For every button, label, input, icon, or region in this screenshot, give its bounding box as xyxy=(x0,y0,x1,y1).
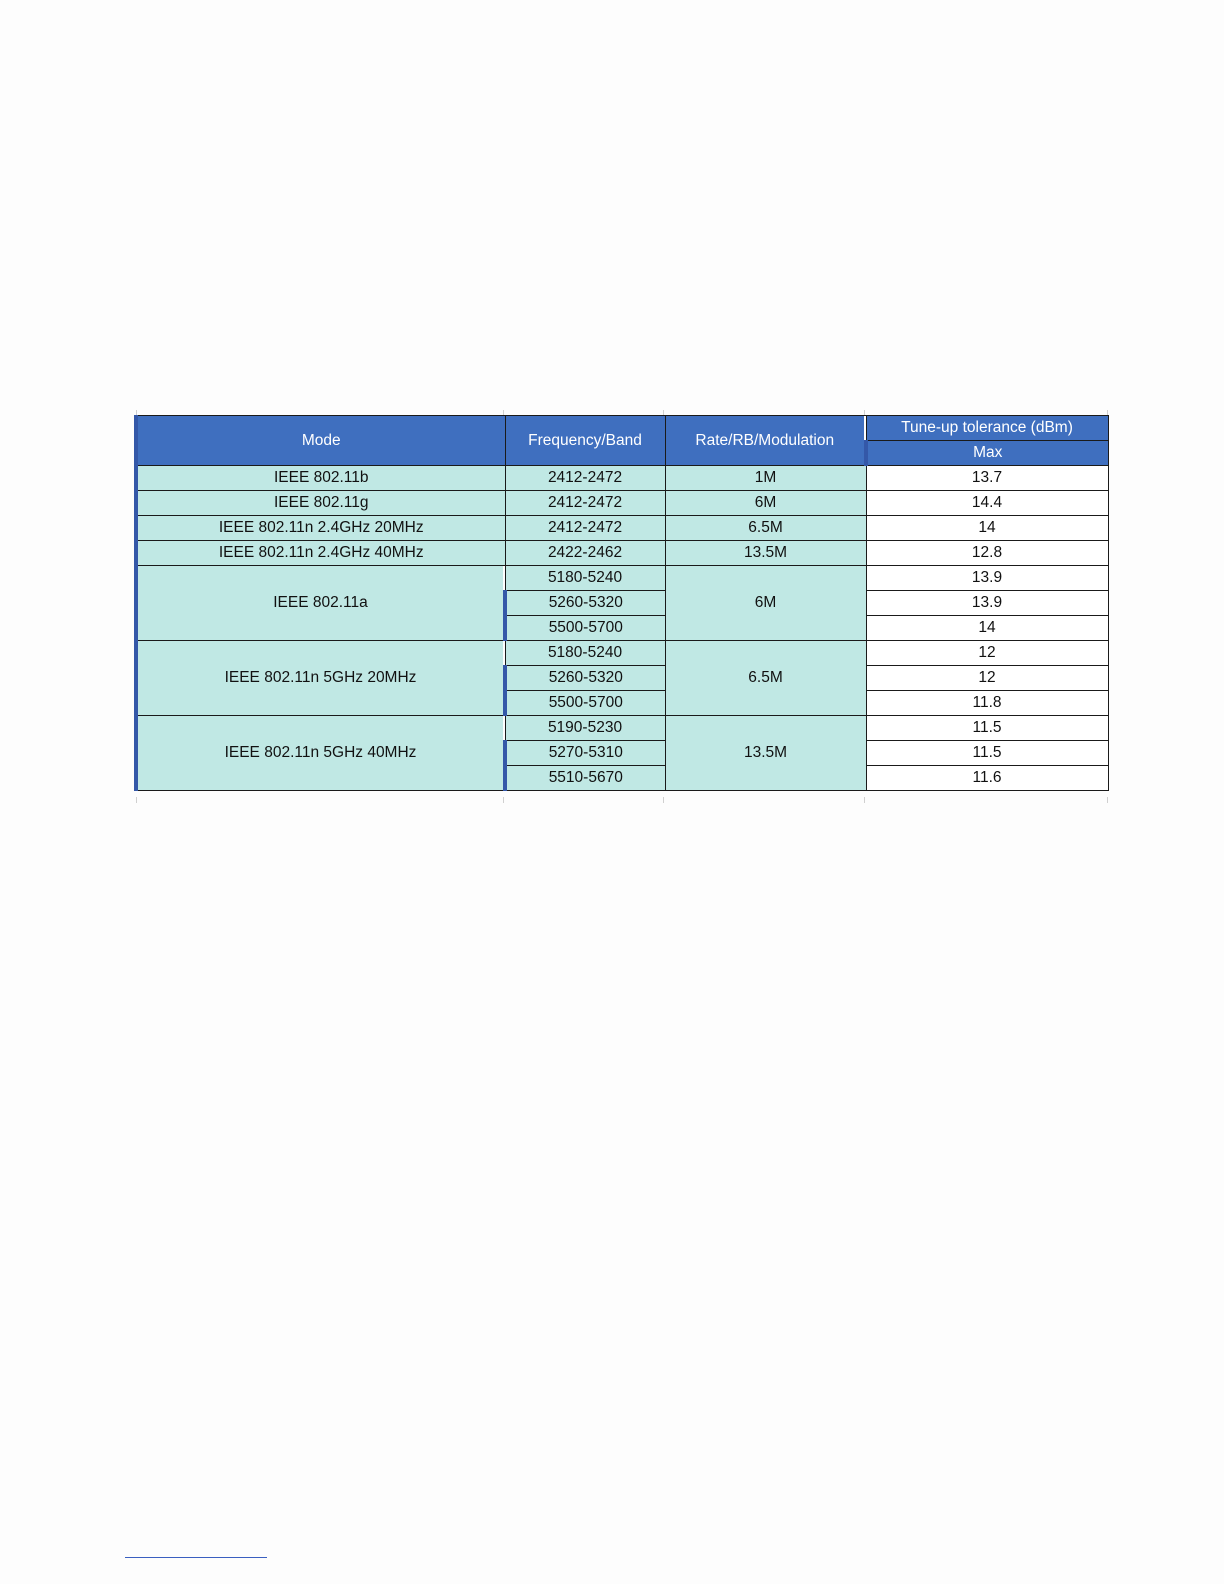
max-cell: 12 xyxy=(866,641,1108,666)
header-mode: Mode xyxy=(136,416,505,466)
max-cell: 12.8 xyxy=(866,541,1108,566)
frequency-cell: 2412-2472 xyxy=(505,466,665,491)
max-cell: 13.7 xyxy=(866,466,1108,491)
max-cell: 11.5 xyxy=(866,741,1108,766)
tune-up-tolerance-table xyxy=(134,415,1109,791)
table-row xyxy=(136,491,1108,516)
max-cell: 11.6 xyxy=(866,766,1108,791)
header-max: Max xyxy=(866,441,1108,466)
frequency-cell: 5260-5320 xyxy=(505,666,665,691)
frequency-cell: 5260-5320 xyxy=(505,591,665,616)
max-cell: 14 xyxy=(866,516,1108,541)
mode-cell: IEEE 802.11b xyxy=(136,466,505,491)
frequency-cell: 5500-5700 xyxy=(505,616,665,641)
frequency-cell: 5270-5310 xyxy=(505,741,665,766)
table-row xyxy=(136,541,1108,566)
table-row xyxy=(136,716,1108,741)
max-cell: 11.8 xyxy=(866,691,1108,716)
rate-cell: 6M xyxy=(665,566,866,641)
mode-cell: IEEE 802.11g xyxy=(136,491,505,516)
max-cell: 14.4 xyxy=(866,491,1108,516)
frequency-cell: 2422-2462 xyxy=(505,541,665,566)
max-cell: 13.9 xyxy=(866,566,1108,591)
mode-cell: IEEE 802.11n 5GHz 40MHz xyxy=(136,716,505,791)
rate-cell: 13.5M xyxy=(665,541,866,566)
rate-cell: 6M xyxy=(665,491,866,516)
frequency-cell: 2412-2472 xyxy=(505,516,665,541)
header-rate-rb-modulation: Rate/RB/Modulation xyxy=(665,416,866,466)
footnote-separator xyxy=(125,1557,267,1558)
frequency-cell: 5190-5230 xyxy=(505,716,665,741)
mode-cell: IEEE 802.11a xyxy=(136,566,505,641)
rate-cell: 13.5M xyxy=(665,716,866,791)
header-frequency-band: Frequency/Band xyxy=(505,416,665,466)
table-row xyxy=(136,641,1108,666)
table-row xyxy=(136,466,1108,491)
rate-cell: 1M xyxy=(665,466,866,491)
mode-cell: IEEE 802.11n 2.4GHz 20MHz xyxy=(136,516,505,541)
max-cell: 12 xyxy=(866,666,1108,691)
rate-cell: 6.5M xyxy=(665,641,866,716)
mode-cell: IEEE 802.11n 5GHz 20MHz xyxy=(136,641,505,716)
max-cell: 14 xyxy=(866,616,1108,641)
header-row xyxy=(136,416,1108,441)
frequency-cell: 5180-5240 xyxy=(505,641,665,666)
max-cell: 11.5 xyxy=(866,716,1108,741)
frequency-cell: 5510-5670 xyxy=(505,766,665,791)
header-tune-up-tolerance: Tune-up tolerance (dBm) xyxy=(866,416,1108,441)
max-cell: 13.9 xyxy=(866,591,1108,616)
frequency-cell: 5500-5700 xyxy=(505,691,665,716)
frequency-cell: 5180-5240 xyxy=(505,566,665,591)
frequency-cell: 2412-2472 xyxy=(505,491,665,516)
table-row xyxy=(136,566,1108,591)
rate-cell: 6.5M xyxy=(665,516,866,541)
sheet-gridline-bottom xyxy=(136,797,1108,803)
mode-cell: IEEE 802.11n 2.4GHz 40MHz xyxy=(136,541,505,566)
table-row xyxy=(136,516,1108,541)
